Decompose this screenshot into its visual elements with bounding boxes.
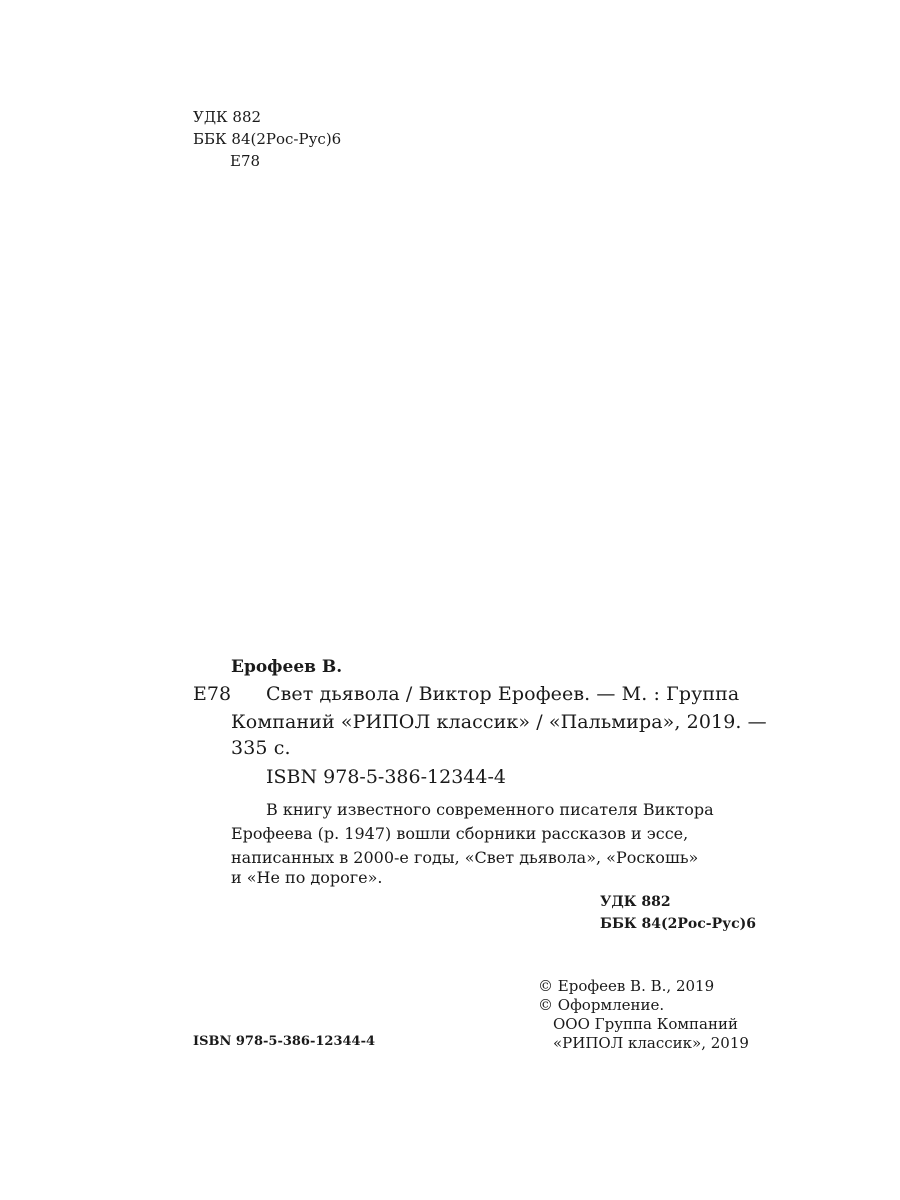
description-line-2: Компаний «РИПОЛ классик» / «Пальмира», 2019. — xyxy=(231,711,767,733)
annotation-line-3: написанных в 2000-е годы, «Свет дьявола», «Роскошь» xyxy=(231,848,699,867)
isbn-bottom: ISBN 978-5-386-12344-4 xyxy=(193,1034,376,1049)
copyright-line-3: ООО Группа Компаний xyxy=(553,1015,738,1033)
description-line-1: Свет дьявола / Виктор Ерофеев. — М. : Группа xyxy=(266,683,740,705)
description-line-3: 335 с. xyxy=(231,737,291,759)
author-name: Ерофеев В. xyxy=(231,657,343,677)
copyright-line-1: © Ерофеев В. В., 2019 xyxy=(538,977,715,995)
annotation-line-1: В книгу известного современного писателя Виктора xyxy=(266,800,714,819)
isbn-main: ISBN 978-5-386-12344-4 xyxy=(266,766,506,788)
top-bbk: ББК 84(2Рос-Рус)6 xyxy=(193,130,342,148)
annotation-line-4: и «Не по дороге». xyxy=(231,868,383,887)
copyright-line-2: © Оформление. xyxy=(538,996,665,1014)
annotation-line-2: Ерофеева (р. 1947) вошли сборники рассказов и эссе, xyxy=(231,824,689,843)
right-bbk: ББК 84(2Рос-Рус)6 xyxy=(600,916,756,932)
index-code: Е78 xyxy=(193,683,232,705)
right-udk: УДК 882 xyxy=(600,894,671,910)
top-udk: УДК 882 xyxy=(193,108,262,126)
copyright-line-4: «РИПОЛ классик», 2019 xyxy=(553,1034,749,1052)
top-author-mark: Е78 xyxy=(230,152,261,170)
